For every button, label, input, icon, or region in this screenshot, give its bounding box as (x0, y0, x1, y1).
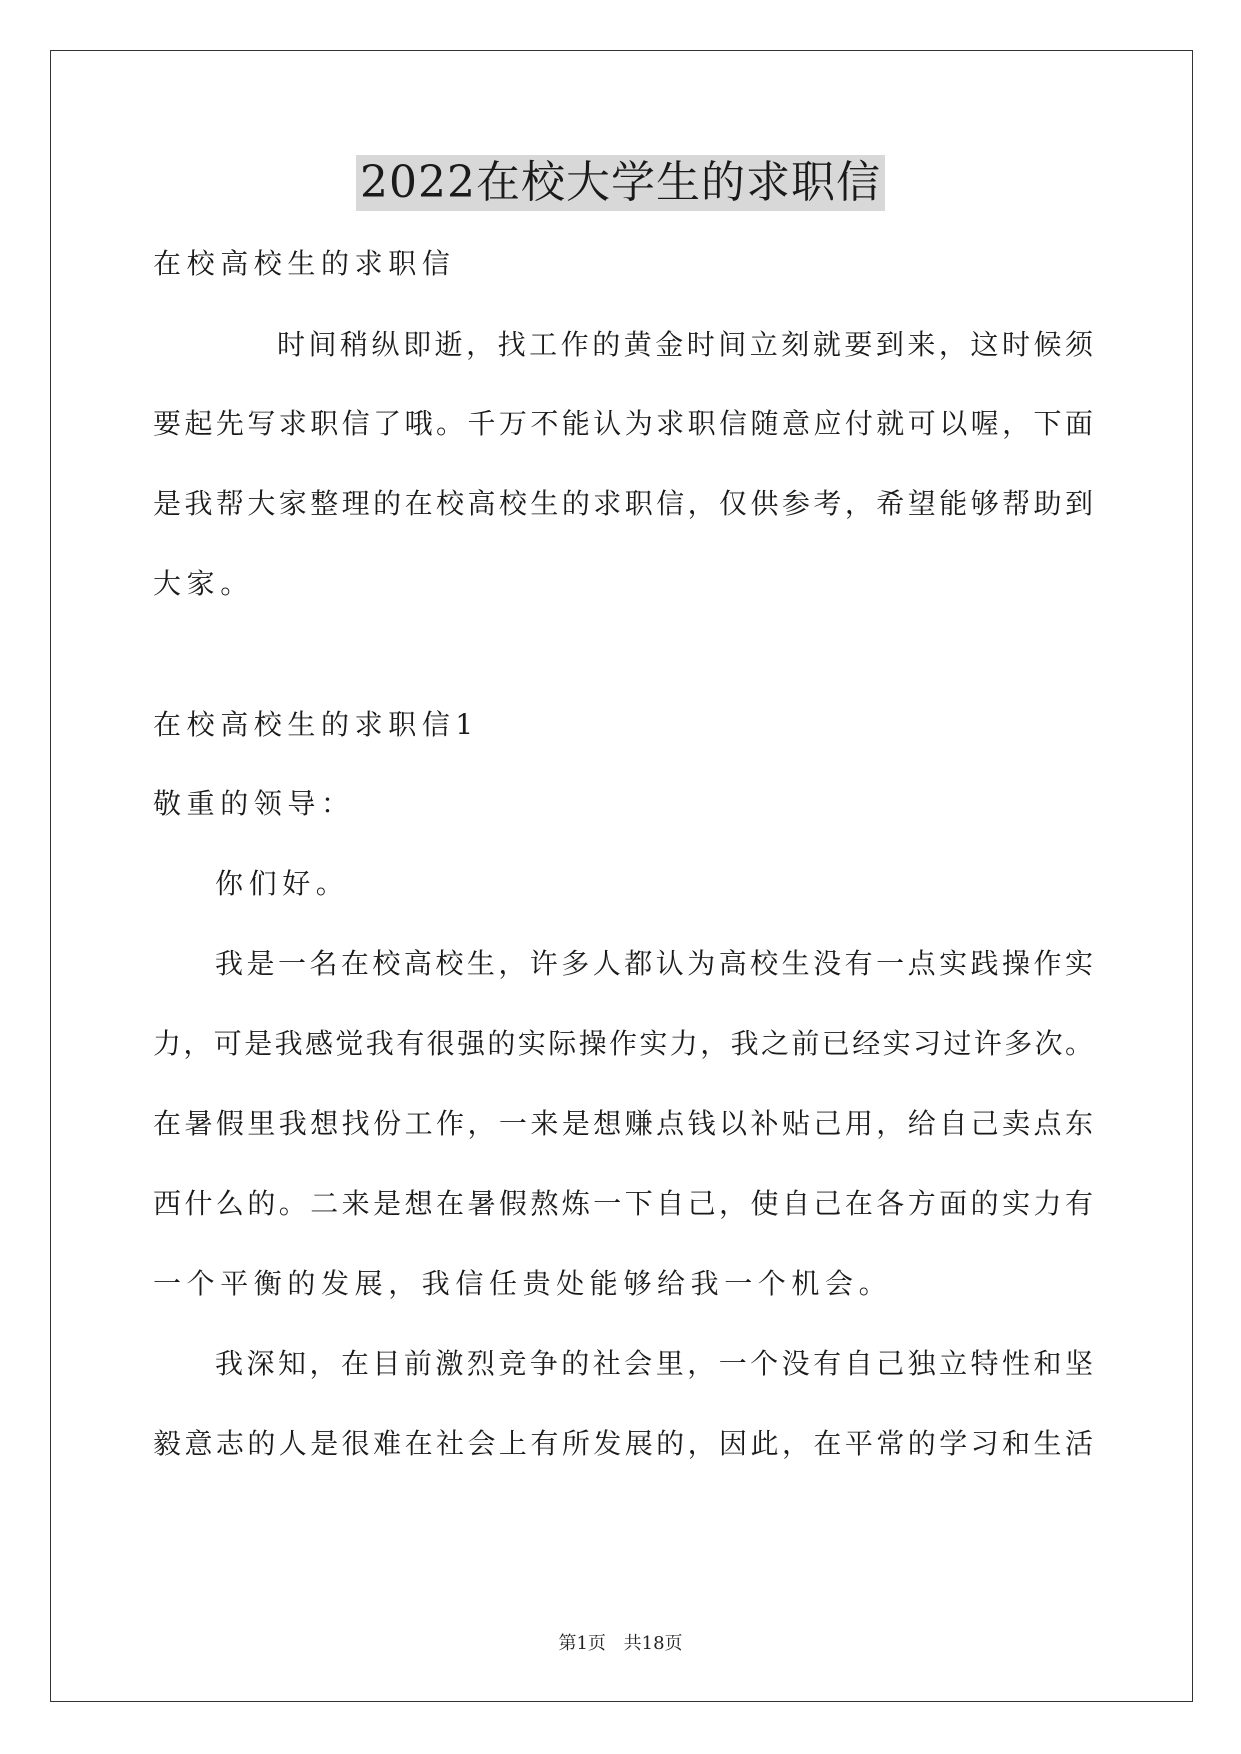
paragraph-line: 我深知，在目前激烈竞争的社会里，一个没有自己独立特性和坚 (215, 1347, 1093, 1380)
paragraph-line: 大家。 (153, 567, 254, 600)
paragraph-line: 是我帮大家整理的在校高校生的求职信，仅供参考，希望能够帮助到 (153, 487, 1093, 520)
section-heading: 在校高校生的求职信 (153, 247, 456, 280)
document-title: 2022在校大学生的求职信 (356, 155, 885, 211)
paragraph-line: 一个平衡的发展，我信任贵处能够给我一个机会。 (153, 1267, 893, 1300)
page-total: 共18页 (623, 1633, 683, 1654)
paragraph-line: 时间稍纵即逝，找工作的黄金时间立刻就要到来，这时候须 (277, 328, 1093, 361)
paragraph-line: 力，可是我感觉我有很强的实际操作实力，我之前已经实习过许多次。 (153, 1027, 1093, 1060)
page-footer (0, 1632, 1241, 1656)
paragraph-line: 我是一名在校高校生，许多人都认为高校生没有一点实践操作实 (215, 947, 1093, 980)
letter-salutation: 敬重的领导： (153, 787, 355, 820)
letter-greeting: 你们好。 (215, 867, 350, 900)
paragraph-line: 要起先写求职信了哦。千万不能认为求职信随意应付就可以喔，下面 (153, 407, 1093, 440)
paragraph-line: 在暑假里我想找份工作，一来是想赚点钱以补贴己用，给自己卖点东 (153, 1107, 1093, 1140)
page-number: 第1页 (558, 1633, 606, 1654)
paragraph-line: 毅意志的人是很难在社会上有所发展的，因此，在平常的学习和生活 (153, 1427, 1093, 1460)
paragraph-line: 西什么的。二来是想在暑假熬炼一下自己，使自己在各方面的实力有 (153, 1187, 1093, 1220)
title-container (0, 155, 1241, 211)
letter-heading: 在校高校生的求职信1 (153, 708, 479, 741)
